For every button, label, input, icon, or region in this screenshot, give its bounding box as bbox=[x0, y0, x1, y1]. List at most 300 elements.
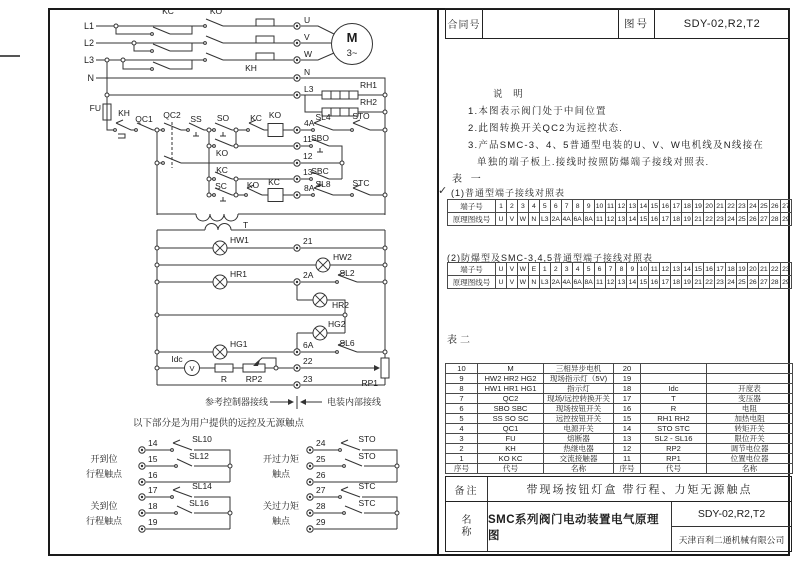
terminal-cell: 6A bbox=[572, 213, 583, 226]
label-n28: 28 bbox=[316, 501, 326, 511]
parts-cell: 14 bbox=[614, 424, 641, 434]
terminal-cell: 14 bbox=[627, 213, 638, 226]
company-name: 天津百利二通机械有限公司 bbox=[678, 534, 785, 545]
note-1: 1.本图表示阀门处于中间位置 bbox=[468, 106, 607, 117]
terminal-cell: W bbox=[517, 276, 528, 289]
terminal-table-normal bbox=[447, 199, 792, 226]
terminal-cell: 6 bbox=[550, 200, 561, 213]
drawing-no-label: 图号 bbox=[624, 18, 649, 30]
schematic-shape bbox=[296, 145, 298, 147]
parts-cell: 交流接触器 bbox=[544, 454, 614, 464]
schematic-shape bbox=[256, 53, 274, 60]
schematic-shape bbox=[341, 443, 360, 450]
terminal-cell: 24 bbox=[726, 213, 737, 226]
terminal-cell: 14 bbox=[682, 263, 693, 276]
label-hw1: HW1 bbox=[230, 235, 249, 245]
terminal-cell: 7 bbox=[605, 263, 616, 276]
name-label-2: 称 bbox=[461, 526, 472, 538]
parts-cell: 8 bbox=[446, 384, 478, 394]
label-n14: 14 bbox=[148, 438, 158, 448]
terminal-cell: 1 bbox=[539, 263, 550, 276]
label-ko: KO bbox=[268, 110, 282, 120]
terminal-cell: 3 bbox=[561, 263, 572, 276]
terminal-cell: U bbox=[496, 213, 507, 226]
terminal-cell: 25 bbox=[736, 276, 747, 289]
schematic-shape bbox=[274, 366, 278, 370]
terminal-cell: 2 bbox=[506, 200, 517, 213]
label-sl10: SL10 bbox=[192, 434, 212, 444]
terminal-cell: 8A bbox=[583, 213, 594, 226]
terminal-cell: 15 bbox=[638, 276, 649, 289]
terminal-cell: 23 bbox=[780, 263, 791, 276]
schematic-shape bbox=[256, 19, 274, 26]
parts-cell: 位置电位器 bbox=[707, 454, 793, 464]
schematic-shape bbox=[383, 350, 387, 354]
terminal-cell: 9 bbox=[583, 200, 594, 213]
terminal-cell: E bbox=[528, 263, 539, 276]
parts-cell: 9 bbox=[446, 374, 478, 384]
schematic-shape bbox=[296, 281, 298, 283]
parts-cell: 20 bbox=[614, 364, 641, 374]
terminal-cell: 23 bbox=[715, 276, 726, 289]
schematic-shape bbox=[207, 177, 211, 181]
schematic-shape bbox=[213, 129, 216, 132]
schematic-shape bbox=[395, 511, 399, 515]
terminal-cell: 29 bbox=[780, 213, 791, 226]
terminal-cell: 15 bbox=[649, 200, 660, 213]
label-n25: 25 bbox=[316, 454, 326, 464]
schematic-shape bbox=[310, 178, 313, 181]
schematic-shape bbox=[296, 367, 298, 369]
terminal-cell: 25 bbox=[758, 200, 769, 213]
parts-cell bbox=[641, 374, 707, 384]
terminal-cell: 22 bbox=[769, 263, 780, 276]
schematic-shape bbox=[312, 129, 315, 132]
label-w: W bbox=[304, 49, 313, 59]
schematic-shape bbox=[207, 193, 211, 197]
terminal-cell: 1 bbox=[496, 200, 507, 213]
label-n22: 22 bbox=[303, 356, 313, 366]
schematic-shape bbox=[114, 24, 118, 28]
terminal-cell: 26 bbox=[747, 276, 758, 289]
schematic-shape bbox=[339, 496, 342, 499]
terminal-cell: 12 bbox=[605, 276, 616, 289]
schematic-shape bbox=[141, 512, 143, 514]
terminal-cell: 18 bbox=[726, 263, 737, 276]
terminal-cell: 4 bbox=[572, 263, 583, 276]
terminal-cell: 12 bbox=[660, 263, 671, 276]
terminal-cell: 2 bbox=[550, 263, 561, 276]
label-sl6: SL6 bbox=[339, 338, 355, 348]
schematic-shape bbox=[205, 224, 231, 230]
parts-cell: 电源开关 bbox=[544, 424, 614, 434]
terminal-cell: 17 bbox=[660, 276, 671, 289]
terminal-cell: W bbox=[517, 213, 528, 226]
schematic-shape bbox=[309, 481, 311, 483]
terminal-cell: 22 bbox=[704, 276, 715, 289]
parts-cell: KO KC bbox=[478, 454, 544, 464]
schematic-shape bbox=[300, 399, 306, 405]
schematic-shape bbox=[296, 25, 298, 27]
terminal-cell: 10 bbox=[594, 200, 605, 213]
label-sl8: SL8 bbox=[315, 179, 331, 189]
label-r: R bbox=[220, 374, 228, 384]
label-n27: 27 bbox=[316, 485, 326, 495]
schematic-shape bbox=[175, 465, 178, 468]
terminal-cell: 24 bbox=[747, 200, 758, 213]
schematic-shape bbox=[196, 214, 238, 221]
label-kc: KC bbox=[250, 113, 262, 123]
schematic-shape bbox=[351, 129, 354, 132]
schematic-shape bbox=[309, 528, 311, 530]
parts-cell: STO STC bbox=[641, 424, 707, 434]
parts-cell: 16 bbox=[614, 404, 641, 414]
label-n29: 29 bbox=[316, 517, 326, 527]
schematic-shape bbox=[374, 365, 380, 371]
label-sl4: SL4 bbox=[315, 112, 331, 122]
schematic-shape bbox=[383, 280, 387, 284]
parts-cell: FU bbox=[478, 434, 544, 444]
schematic-shape bbox=[206, 36, 223, 43]
parts-cell: 18 bbox=[614, 384, 641, 394]
parts-cell: 指示灯 bbox=[544, 384, 614, 394]
terminal-cell: 22 bbox=[726, 200, 737, 213]
terminal-cell: U bbox=[496, 263, 507, 276]
terminal-cell: 19 bbox=[682, 276, 693, 289]
label-ko: KO bbox=[209, 6, 223, 16]
label-idc: Idc bbox=[171, 354, 183, 364]
schematic-shape bbox=[383, 246, 387, 250]
schematic-shape bbox=[141, 449, 143, 451]
terminal-cell: 9 bbox=[627, 263, 638, 276]
parts-cell: 现场/远控转换开关 bbox=[544, 394, 614, 404]
schematic-shape bbox=[247, 129, 250, 132]
terminal-cell: 11 bbox=[594, 213, 605, 226]
schematic-shape bbox=[187, 129, 190, 132]
schematic-shape bbox=[204, 42, 207, 45]
terminal-cell: 22 bbox=[704, 213, 715, 226]
schematic-shape bbox=[228, 511, 232, 515]
terminal-table-row-header: 原理图线号 bbox=[448, 276, 496, 289]
label-stc: STC bbox=[358, 481, 376, 491]
label-hr1: HR1 bbox=[230, 269, 248, 279]
terminal-cell: 4A bbox=[561, 276, 572, 289]
label-kc: KC bbox=[268, 177, 280, 187]
parts-cell: RH1 RH2 bbox=[641, 414, 707, 424]
terminal-cell: 6A bbox=[572, 276, 583, 289]
parts-cell: 现场按钮开关 bbox=[544, 404, 614, 414]
terminal-cell: 16 bbox=[649, 276, 660, 289]
drawing-title: SMC系列阀门电动装置电气原理图 bbox=[488, 513, 660, 542]
label-n24: 24 bbox=[316, 438, 326, 448]
terminal-cell: 21 bbox=[693, 213, 704, 226]
parts-cell: 代号 bbox=[478, 464, 544, 474]
terminal-cell: L3 bbox=[539, 213, 550, 226]
schematic-shape bbox=[234, 193, 238, 197]
label-user_note: 以下部分是为用户提供的远控及无源触点 bbox=[133, 418, 305, 429]
label-sl14: SL14 bbox=[192, 481, 212, 491]
parts-cell: 3 bbox=[446, 434, 478, 444]
parts-cell: 开度表 bbox=[707, 384, 793, 394]
parts-cell: HW2 HR2 HG2 bbox=[478, 374, 544, 384]
terminal-cell: 11 bbox=[649, 263, 660, 276]
schematic-shape bbox=[341, 490, 360, 497]
schematic-shape bbox=[204, 59, 207, 62]
schematic-shape bbox=[296, 42, 298, 44]
parts-cell: SBO SBC bbox=[478, 404, 544, 414]
schematic-shape bbox=[155, 366, 159, 370]
schematic-shape bbox=[340, 161, 344, 165]
parts-cell: KH bbox=[478, 444, 544, 454]
label-so: SO bbox=[216, 113, 230, 123]
schematic-shape bbox=[343, 512, 346, 515]
schematic-shape bbox=[213, 194, 216, 197]
schematic-shape bbox=[135, 129, 138, 132]
parts-cell: 三相异步电机 bbox=[544, 364, 614, 374]
schematic-shape bbox=[381, 358, 389, 378]
label-v: V bbox=[304, 32, 310, 42]
schematic-shape bbox=[155, 246, 159, 250]
parts-cell: 序号 bbox=[446, 464, 478, 474]
terminal-cell: 18 bbox=[682, 200, 693, 213]
terminal-cell: 6 bbox=[594, 263, 605, 276]
parts-cell: 2 bbox=[446, 444, 478, 454]
schematic-shape bbox=[383, 93, 387, 97]
terminal-cell: N bbox=[528, 276, 539, 289]
label-ref_left: 参考控制器接线 bbox=[204, 397, 268, 407]
label-n12: 12 bbox=[303, 151, 313, 161]
schematic-shape bbox=[309, 449, 311, 451]
terminal-cell: V bbox=[506, 276, 517, 289]
schematic-shape bbox=[341, 440, 348, 443]
drawing-no-value-box bbox=[654, 8, 790, 39]
schematic-shape bbox=[234, 128, 238, 132]
terminal-table-exproof bbox=[447, 262, 792, 289]
table2-caption: (2)防爆型及SMC-3,4,5普通型端子接线对照表 bbox=[447, 253, 654, 263]
schematic-shape bbox=[153, 44, 170, 51]
parts-cell bbox=[707, 374, 793, 384]
schematic-shape bbox=[383, 263, 387, 267]
terminal-cell: 18 bbox=[671, 213, 682, 226]
remark-label: 备注 bbox=[454, 485, 479, 497]
schematic-shape bbox=[312, 194, 315, 197]
terminal-cell: 20 bbox=[747, 263, 758, 276]
schematic-shape bbox=[296, 351, 298, 353]
schematic-shape bbox=[395, 464, 399, 468]
label-m3: 3~ bbox=[346, 48, 358, 59]
label-n21: 21 bbox=[303, 236, 313, 246]
schematic-shape bbox=[114, 129, 117, 132]
terminal-cell: 16 bbox=[660, 200, 671, 213]
label-n2a: 2A bbox=[303, 270, 314, 280]
label-vm: V bbox=[189, 364, 195, 373]
schematic-shape bbox=[162, 162, 165, 165]
label-contact: 触点 bbox=[271, 516, 291, 526]
terminal-table-row-header: 原理图线号 bbox=[448, 213, 496, 226]
parts-cell: SL2 - SL16 bbox=[641, 434, 707, 444]
label-stc: STC bbox=[352, 178, 370, 188]
terminal-cell: 20 bbox=[704, 200, 715, 213]
terminal-cell: 23 bbox=[715, 213, 726, 226]
terminal-cell: 14 bbox=[627, 276, 638, 289]
parts-cell: 11 bbox=[614, 454, 641, 464]
schematic-shape bbox=[383, 110, 387, 114]
schematic-shape bbox=[268, 124, 283, 137]
terminal-cell: 21 bbox=[715, 200, 726, 213]
drawing-no-label-box bbox=[618, 8, 655, 39]
schematic-shape bbox=[207, 128, 211, 132]
label-sto: STO bbox=[352, 111, 370, 121]
schematic-shape bbox=[215, 364, 233, 372]
label-open_pos: 开到位 bbox=[90, 454, 118, 464]
schematic-shape bbox=[207, 144, 211, 148]
label-sl2: SL2 bbox=[339, 268, 355, 278]
terminal-cell: 10 bbox=[638, 263, 649, 276]
schematic-shape bbox=[105, 93, 109, 97]
terminal-cell: 14 bbox=[638, 200, 649, 213]
schematic-shape bbox=[155, 263, 159, 267]
label-hw2: HW2 bbox=[333, 252, 352, 262]
schematic-shape bbox=[132, 41, 136, 45]
schematic-shape bbox=[215, 139, 232, 146]
terminal-cell: 4 bbox=[528, 200, 539, 213]
parts-cell: 加热电阻 bbox=[707, 414, 793, 424]
schematic-shape bbox=[155, 161, 159, 165]
terminal-cell: 12 bbox=[616, 200, 627, 213]
parts-cell: QC1 bbox=[478, 424, 544, 434]
label-l1: L1 bbox=[83, 21, 94, 31]
schematic-shape bbox=[296, 384, 298, 386]
parts-cell: 4 bbox=[446, 424, 478, 434]
schematic-shape bbox=[341, 487, 348, 490]
label-sl12: SL12 bbox=[189, 451, 209, 461]
terminal-cell: L3 bbox=[539, 276, 550, 289]
terminal-cell: 17 bbox=[715, 263, 726, 276]
schematic-shape bbox=[162, 129, 165, 132]
label-qc1: QC1 bbox=[135, 114, 153, 124]
schematic-shape bbox=[353, 123, 370, 130]
terminal-cell: 26 bbox=[769, 200, 780, 213]
label-sl16: SL16 bbox=[189, 498, 209, 508]
parts-cell: 远控按钮开关 bbox=[544, 414, 614, 424]
schematic-shape bbox=[141, 465, 143, 467]
parts-cell: 12 bbox=[614, 444, 641, 454]
label-n: N bbox=[87, 73, 94, 83]
schematic-shape bbox=[155, 313, 159, 317]
terminal-cell: 7 bbox=[561, 200, 572, 213]
label-n6a: 6A bbox=[303, 340, 314, 350]
terminal-cell: 8A bbox=[583, 276, 594, 289]
schematic-shape bbox=[141, 481, 143, 483]
schematic-shape bbox=[213, 178, 216, 181]
parts-cell: QC2 bbox=[478, 394, 544, 404]
label-stc: STC bbox=[358, 498, 376, 508]
terminal-cell: 12 bbox=[605, 213, 616, 226]
schematic-shape bbox=[175, 512, 178, 515]
parts-cell: RP1 bbox=[641, 454, 707, 464]
label-n26: 26 bbox=[316, 470, 326, 480]
terminal-cell: 29 bbox=[780, 276, 791, 289]
parts-cell: 现场指示灯（5V) bbox=[544, 374, 614, 384]
label-n11: 11 bbox=[303, 134, 312, 144]
label-n23: 23 bbox=[303, 374, 313, 384]
schematic-shape bbox=[105, 58, 109, 62]
schematic-shape bbox=[155, 280, 159, 284]
label-close_torque: 关过力矩 bbox=[262, 501, 300, 511]
parts-cell bbox=[641, 364, 707, 374]
label-rp2: RP2 bbox=[245, 374, 263, 384]
label-n15: 15 bbox=[148, 454, 158, 464]
schematic-shape bbox=[309, 465, 311, 467]
label-kc: KC bbox=[162, 6, 174, 16]
parts-cell: 15 bbox=[614, 414, 641, 424]
doc-number: SDY-02,R2,T2 bbox=[697, 508, 766, 520]
label-open_torque: 开过力矩 bbox=[262, 454, 300, 464]
label-n: N bbox=[304, 67, 311, 77]
terminal-cell: 8 bbox=[572, 200, 583, 213]
schematic-shape bbox=[153, 27, 170, 34]
schematic-shape bbox=[296, 59, 298, 61]
schematic-shape bbox=[336, 351, 339, 354]
terminal-cell: 15 bbox=[693, 263, 704, 276]
parts-cell: 转矩开关 bbox=[707, 424, 793, 434]
parts-cell: 代号 bbox=[641, 464, 707, 474]
parts-cell: 17 bbox=[614, 394, 641, 404]
label-m: M bbox=[346, 30, 358, 45]
schematic-shape bbox=[296, 178, 298, 180]
label-ko: KO bbox=[215, 148, 229, 158]
schematic-shape bbox=[296, 94, 298, 96]
terminal-cell: 16 bbox=[649, 213, 660, 226]
terminal-cell: 13 bbox=[616, 213, 627, 226]
schematic-shape bbox=[314, 123, 333, 130]
label-sto: STO bbox=[358, 451, 376, 461]
terminal-cell: V bbox=[506, 213, 517, 226]
label-qc2: QC2 bbox=[163, 110, 181, 120]
parts-cell: SS SO SC bbox=[478, 414, 544, 424]
schematic-shape bbox=[245, 194, 248, 197]
parts-table bbox=[445, 363, 793, 474]
label-fu: FU bbox=[89, 103, 101, 113]
label-u: U bbox=[304, 15, 311, 25]
label-rh2: RH2 bbox=[360, 97, 378, 107]
label-n18: 18 bbox=[148, 501, 158, 511]
parts-cell: 熔断器 bbox=[544, 434, 614, 444]
contract-no-label: 合同号 bbox=[447, 20, 481, 31]
drawing-no-value: SDY-02,R2,T2 bbox=[683, 17, 761, 30]
schematic-shape bbox=[351, 194, 354, 197]
parts-cell: 6 bbox=[446, 404, 478, 414]
schematic-shape bbox=[215, 123, 232, 130]
schematic-shape bbox=[173, 487, 180, 490]
label-kh: KH bbox=[245, 63, 257, 73]
label-kh: KH bbox=[118, 108, 130, 118]
label-l2: L2 bbox=[83, 38, 94, 48]
terminal-cell: 3 bbox=[517, 200, 528, 213]
schematic-shape bbox=[314, 188, 333, 195]
schematic-shape bbox=[234, 144, 238, 148]
schematic-shape bbox=[155, 350, 159, 354]
schematic-shape bbox=[268, 189, 283, 202]
schematic-shape bbox=[171, 496, 174, 499]
label-l3: L3 bbox=[83, 55, 94, 65]
schematic-shape bbox=[310, 145, 313, 148]
label-n19: 19 bbox=[148, 517, 158, 527]
parts-cell: R bbox=[641, 404, 707, 414]
terminal-cell: 8 bbox=[616, 263, 627, 276]
table1-label: 表 一 bbox=[452, 174, 484, 185]
check-mark: ✓ bbox=[438, 185, 448, 197]
